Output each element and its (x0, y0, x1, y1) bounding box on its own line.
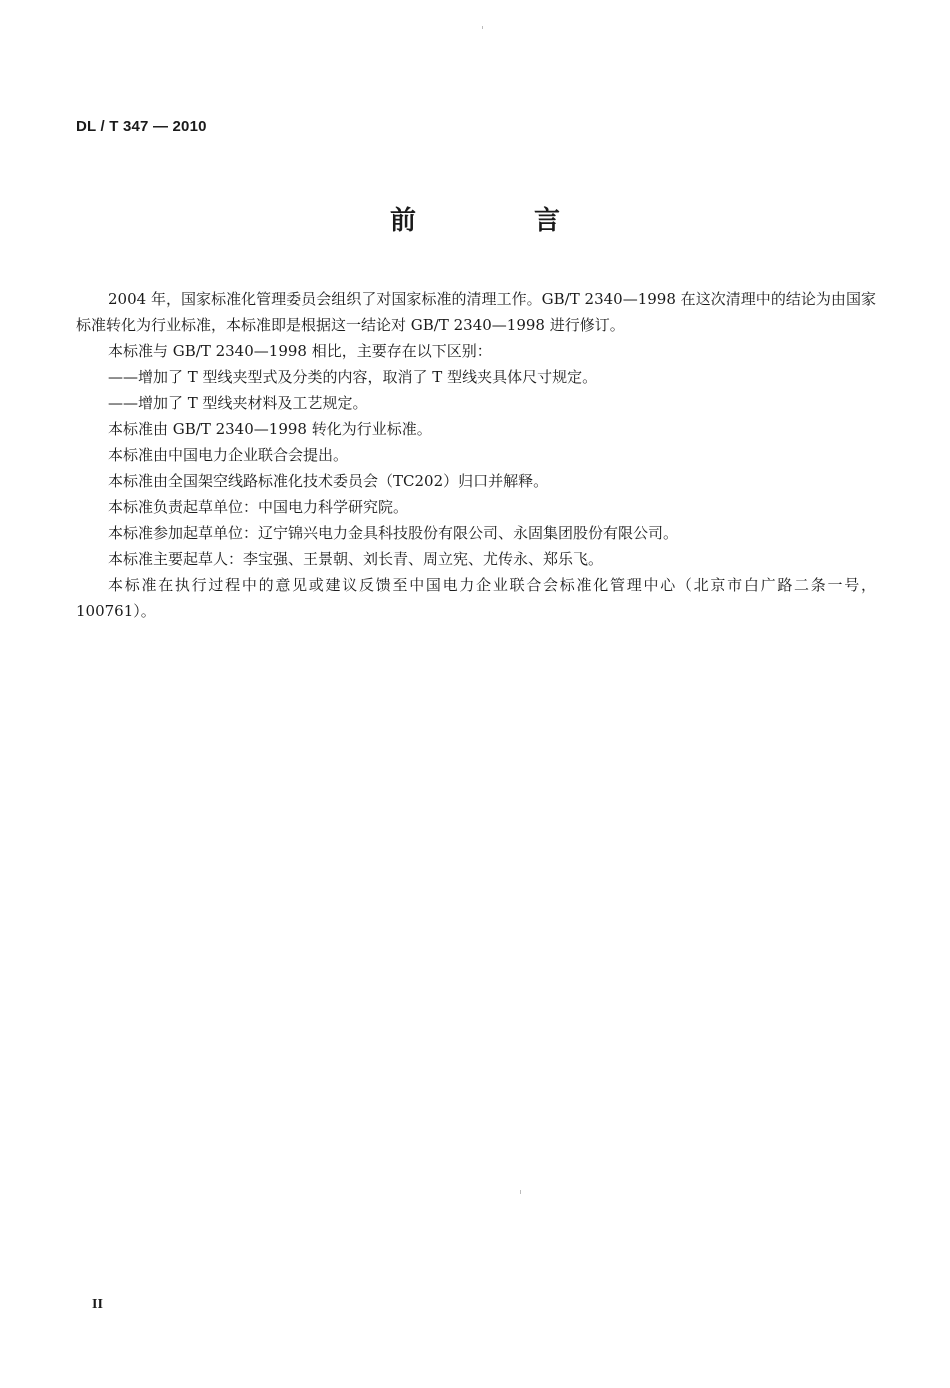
page-number: II (92, 1297, 103, 1312)
list-item: ——增加了 T 型线夹型式及分类的内容，取消了 T 型线夹具体尺寸规定。 (108, 368, 598, 386)
scan-speck (482, 26, 483, 29)
standard-code-header: DL / T 347 — 2010 (76, 118, 207, 135)
paragraph: 本标准与 GB/T 2340—1998 相比，主要存在以下区别： (108, 342, 492, 360)
scan-speck (520, 1190, 521, 1194)
paragraph: 本标准负责起草单位：中国电力科学研究院。 (108, 498, 409, 516)
paragraph: 2004 年，国家标准化管理委员会组织了对国家标准的清理工作。GB/T 2340—1998 在这次清理中的结论为由国家标准转化为行业标准，本标准即是根据这一结论对 GB/T 2340—1998 进行修订。 (76, 290, 876, 334)
paragraph: 本标准主要起草人：李宝强、王景朝、刘长青、周立宪、尤传永、郑乐飞。 (108, 550, 604, 568)
paragraph: 本标准参加起草单位：辽宁锦兴电力金具科技股份有限公司、永固集团股份有限公司。 (108, 524, 679, 542)
paragraph: 本标准由 GB/T 2340—1998 转化为行业标准。 (108, 420, 432, 438)
list-item: ——增加了 T 型线夹材料及工艺规定。 (108, 394, 368, 412)
page-title: 前 言 (389, 206, 606, 236)
paragraph: 本标准由全国架空线路标准化技术委员会（TC202）归口并解释。 (108, 472, 549, 490)
paragraph: 本标准由中国电力企业联合会提出。 (108, 446, 349, 464)
paragraph: 本标准在执行过程中的意见或建议反馈至中国电力企业联合会标准化管理中心（北京市白广路二条一号，100761）。 (76, 576, 876, 620)
foreword-body (76, 286, 876, 624)
